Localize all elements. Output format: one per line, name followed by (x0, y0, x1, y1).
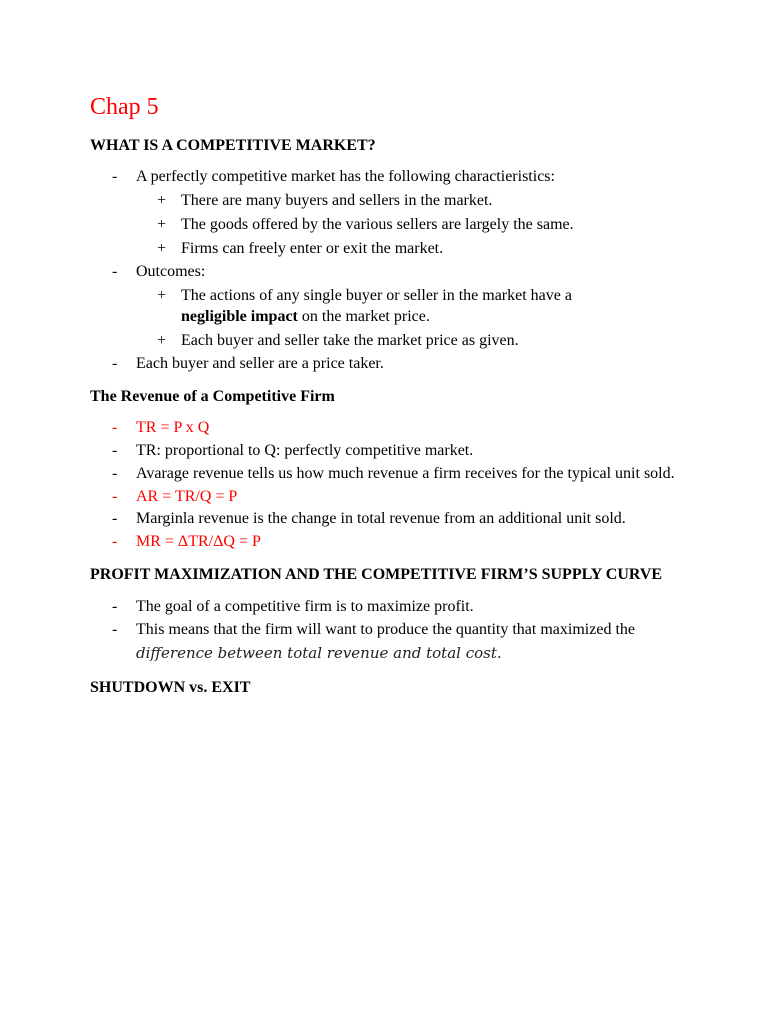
sub-item-actions-line2 (181, 307, 430, 327)
heading-shutdown-exit: SHUTDOWN vs. EXIT (90, 679, 251, 696)
bullet-plus: + (157, 287, 167, 304)
heading-revenue: The Revenue of a Competitive Firm (90, 388, 335, 405)
bullet-dash: - (112, 621, 118, 638)
bullet-dash: - (112, 598, 118, 615)
bullet-dash: - (112, 419, 118, 436)
bullet-dash: - (112, 488, 118, 505)
revenue-item-average: Avarage revenue tells us how much revenue a firm receives for the typical unit sold. (136, 465, 675, 482)
sub-item-price-given: Each buyer and seller take the market price as given. (181, 332, 519, 349)
revenue-item-marginal: Marginla revenue is the change in total revenue from an additional unit sold. (136, 510, 626, 527)
profit-item-goal: The goal of a competitive firm is to maximize profit. (136, 598, 474, 615)
bullet-dash: - (112, 168, 118, 185)
negligible-impact-bold: negligible impact (181, 308, 298, 325)
bullet-characteristics: A perfectly competitive market has the following charactieristics: (136, 168, 555, 185)
formula-ar: AR = TR/Q = P (136, 488, 238, 505)
formula-mr: MR = ΔTR/ΔQ = P (136, 533, 261, 550)
bullet-dash: - (112, 263, 118, 280)
bullet-outcomes: Outcomes: (136, 263, 206, 280)
revenue-item-tr-proportional: TR: proportional to Q: perfectly competitive market. (136, 442, 474, 459)
bullet-plus: + (157, 192, 167, 209)
heading-profit-maximization: PROFIT MAXIMIZATION AND THE COMPETITIVE FIRM’S SUPPLY CURVE (90, 566, 663, 583)
heading-competitive-market: WHAT IS A COMPETITIVE MARKET? (90, 137, 376, 154)
bullet-dash: - (112, 533, 118, 550)
negligible-impact-rest: on the market price. (297, 308, 430, 325)
bullet-dash: - (112, 510, 118, 527)
bullet-plus: + (157, 332, 167, 349)
profit-item-quantity-line1: This means that the firm will want to produce the quantity that maximized the (136, 621, 635, 638)
bullet-dash: - (112, 442, 118, 459)
bullet-price-taker: Each buyer and seller are a price taker. (136, 355, 384, 372)
bullet-plus: + (157, 216, 167, 233)
chapter-title: Chap 5 (90, 94, 159, 120)
sub-item-same-goods: The goods offered by the various sellers are largely the same. (181, 216, 574, 233)
sub-item-free-entry: Firms can freely enter or exit the market. (181, 240, 444, 257)
bullet-plus: + (157, 240, 167, 257)
bullet-dash: - (112, 355, 118, 372)
sub-item-many-buyers: There are many buyers and sellers in the market. (181, 192, 493, 209)
sub-item-actions-line1: The actions of any single buyer or seller in the market have a (181, 287, 572, 304)
formula-tr: TR = P x Q (136, 419, 210, 436)
bullet-dash: - (112, 465, 118, 482)
profit-item-quantity-line2: difference between total revenue and total cost. (136, 644, 502, 662)
